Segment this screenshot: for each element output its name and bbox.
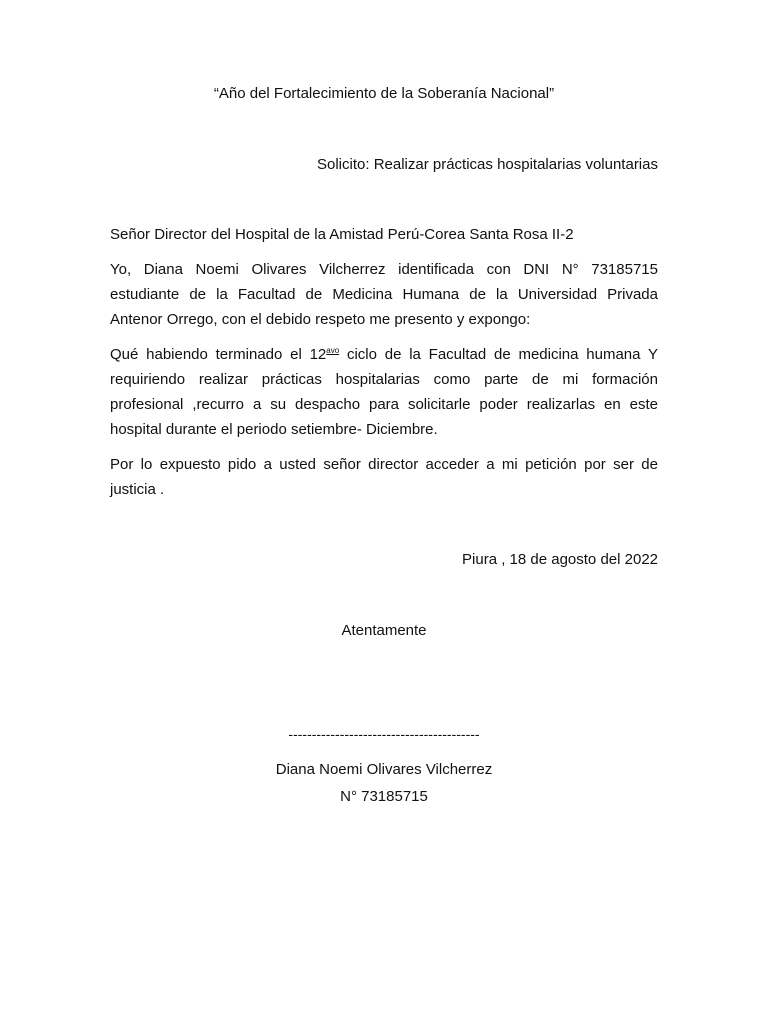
signature-line: ----------------------------------------- xyxy=(288,726,480,742)
signer-name: Diana Noemi Olivares Vilcherrez xyxy=(275,761,493,778)
ordinal-superscript: avo xyxy=(326,346,340,355)
closing-salutation: Atentamente xyxy=(341,622,427,639)
paragraph-line: estudiante de la Facultad de Medicina Humana de la Universidad Privada xyxy=(110,286,658,303)
paragraph-introduction xyxy=(110,257,658,332)
subject-line: Solicito: Realizar prácticas hospitalarias voluntarias xyxy=(317,156,658,173)
paragraph-text: ciclo de la Facultad de medicina humana Y xyxy=(339,346,658,363)
paragraph-line xyxy=(110,342,658,367)
paragraph-line: Antenor Orrego, con el debido respeto me presento y expongo: xyxy=(110,311,531,328)
date-line: Piura , 18 de agosto del 2022 xyxy=(462,551,658,568)
paragraph-closing xyxy=(110,452,658,502)
paragraph-line: requiriendo realizar prácticas hospitalarias como parte de mi formación xyxy=(110,371,658,388)
paragraph-text: Qué habiendo terminado el 12 xyxy=(110,346,327,363)
paragraph-line: justicia . xyxy=(110,481,165,498)
paragraph-line: Yo, Diana Noemi Olivares Vilcherrez identificada con DNI N° 73185715 xyxy=(110,261,658,278)
motto: “Año del Fortalecimiento de la Soberanía Nacional” xyxy=(213,85,555,102)
addressee: Señor Director del Hospital de la Amistad Perú-Corea Santa Rosa II-2 xyxy=(110,226,574,243)
paragraph-line: Por lo expuesto pido a usted señor director acceder a mi petición por ser de xyxy=(110,456,658,473)
paragraph-line: hospital durante el periodo setiembre- Diciembre. xyxy=(110,421,438,438)
paragraph-request xyxy=(110,342,658,442)
signer-dni: N° 73185715 xyxy=(340,788,428,805)
paragraph-line: profesional ,recurro a su despacho para solicitarle poder realizarlas en este xyxy=(110,396,658,413)
